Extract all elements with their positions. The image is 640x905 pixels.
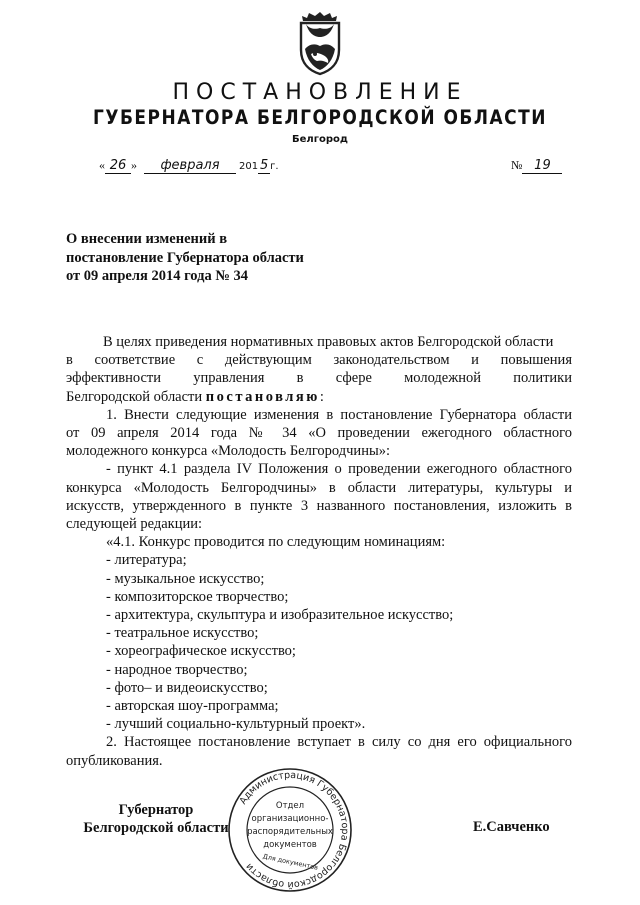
subject-line: от 09 апреля 2014 года № 34: [66, 268, 249, 284]
document-subject: [66, 230, 304, 286]
date-month: февраля: [144, 158, 236, 174]
subitem-line: - пункт 4.1 раздела IV Положения о проведении ежегодного областного: [106, 461, 572, 478]
decree-word: постановляю: [205, 388, 320, 405]
document-type-title: ПОСТАНОВЛЕНИЕ: [172, 80, 468, 105]
nomination-item: - литература;: [106, 552, 187, 569]
date-year-suffix: 5: [259, 158, 269, 173]
official-stamp: [226, 766, 354, 894]
date-close-quote: »: [131, 158, 137, 172]
intro-line: в соответствие с действующим законодательством и повышения: [66, 352, 572, 369]
subitem-line: следующей редакции:: [66, 516, 203, 533]
intro-text: Белгородской области: [66, 388, 206, 405]
stamp-line: документов: [263, 840, 317, 850]
nomination-item: - фото– и видеоискусство;: [106, 679, 268, 696]
nomination-item: - народное творчество;: [106, 661, 248, 678]
item-1-line: от 09 апреля 2014 года № 34 «О проведении ежегодного областного: [66, 425, 572, 442]
nomination-item: - композиторское творчество;: [106, 588, 289, 605]
intro-line: В целях приведения нормативных правовых актов Белгородской области: [103, 334, 554, 350]
stamp-line: Для документов: [262, 852, 319, 872]
item-2-line: 2. Настоящее постановление вступает в силу со дня его официального: [106, 734, 572, 751]
stamp-line: организационно-: [251, 814, 329, 824]
subject-line: постановление Губернатора области: [66, 249, 304, 266]
item-1-line: молодежного конкурса «Молодость Белгородчины»:: [66, 443, 390, 460]
intro-colon: :: [319, 388, 324, 405]
clause-4-1: «4.1. Конкурс проводится по следующим номинациям:: [106, 534, 446, 551]
intro-line: эффективности управления в сфере молодежной политики: [66, 370, 572, 387]
stamp-line: Отдел: [275, 801, 305, 811]
stamp-line: распорядительных: [247, 827, 333, 837]
intro-line: [66, 388, 572, 406]
document-body: [66, 333, 572, 770]
nomination-item: - хореографическое искусство;: [106, 643, 296, 660]
nomination-item: - лучший социально-культурный проект».: [106, 716, 366, 733]
nomination-item: - театральное искусство;: [106, 625, 259, 642]
subitem-line: искусств, утвержденного в пункте 3 названного постановления, изложить в: [66, 497, 572, 514]
signatory-name: Е.Савченко: [473, 819, 550, 835]
date-open-quote: «: [99, 158, 105, 172]
nomination-item: - музыкальное искусство;: [106, 570, 265, 587]
signatory-title: [66, 801, 246, 837]
issuer-title: ГУБЕРНАТОРА БЕЛГОРОДСКОЙ ОБЛАСТИ: [93, 106, 547, 130]
item-2-line: опубликования.: [66, 752, 163, 769]
nomination-item: - архитектура, скульптура и изобразительное искусство;: [106, 607, 454, 624]
document-number: [511, 158, 562, 174]
date-day: 26: [105, 158, 131, 174]
signatory-title-line: Губернатор: [118, 802, 194, 818]
subject-line: О внесении изменений в: [66, 231, 228, 247]
stamp-ring-text: Администрация Губернатора Белгородской области: [237, 769, 351, 891]
item-1-line: 1. Внести следующие изменения в постановление Губернатора области: [106, 406, 572, 423]
coat-of-arms-emblem: [293, 10, 347, 76]
signatory-title-line: Белгородской области: [83, 820, 229, 836]
number-value: 19: [522, 158, 562, 174]
date-year-prefix: 201: [239, 161, 259, 172]
date-year-end: г.: [270, 161, 279, 172]
subitem-line: конкурса «Молодость Белгородчины» в области литературы, культуры и: [66, 479, 572, 496]
number-label: №: [511, 158, 523, 172]
nomination-item: - авторская шоу-программа;: [106, 698, 279, 715]
city-name: Белгород: [292, 134, 348, 145]
document-date: [99, 158, 279, 174]
